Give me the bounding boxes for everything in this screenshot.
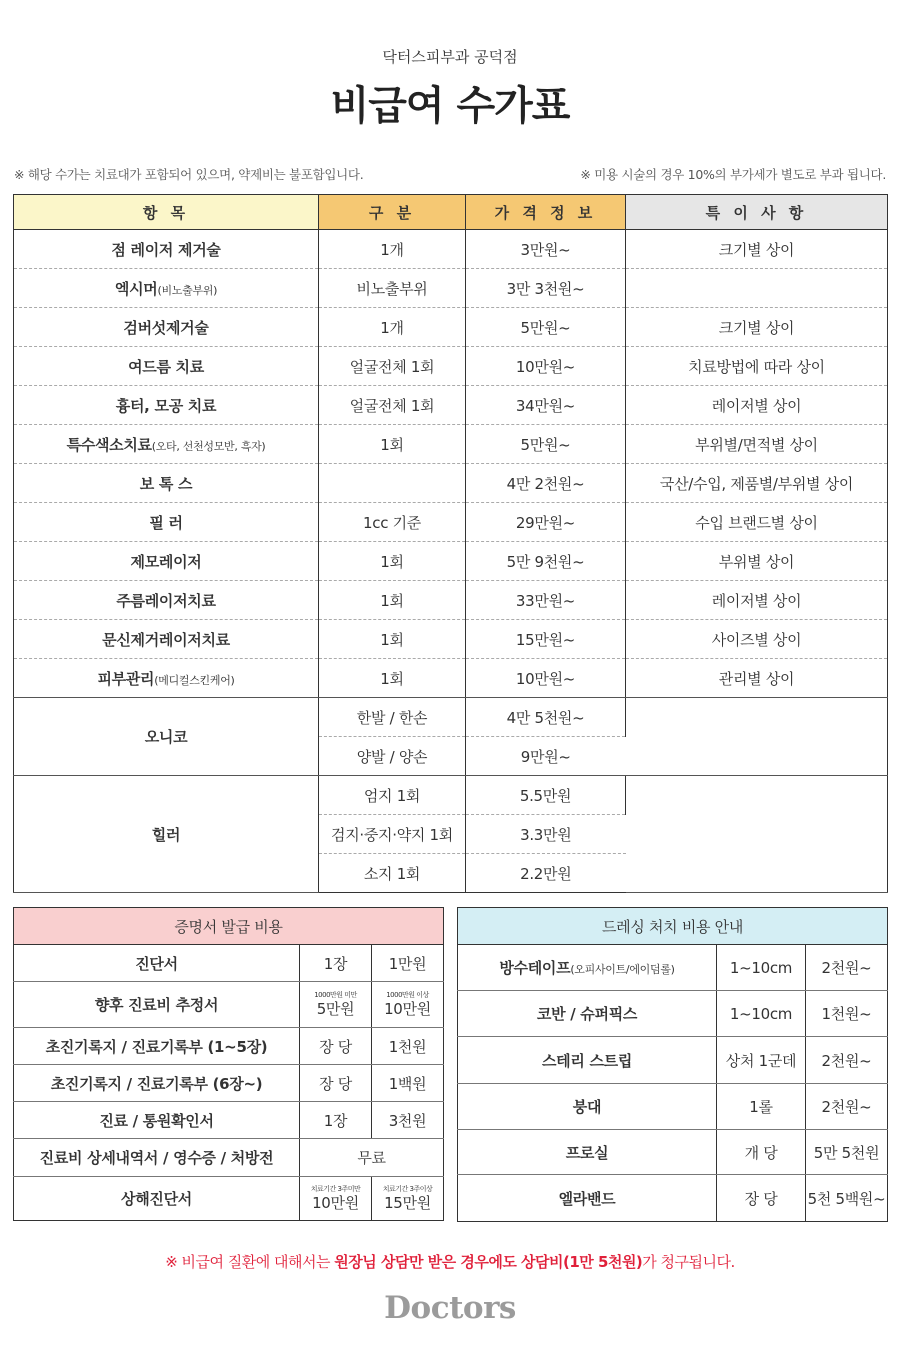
row-category: 얼굴전체 1회 — [319, 347, 466, 386]
cert-price — [372, 982, 444, 1028]
table-row — [458, 1175, 888, 1222]
dress-item-label: 프로실 — [565, 1143, 609, 1162]
row-category: 1회 — [319, 542, 466, 581]
table-row — [14, 230, 888, 269]
heeler-item: 힐러 — [14, 776, 319, 893]
row-category — [319, 464, 466, 503]
row-note: 크기별 상이 — [626, 230, 888, 269]
heeler-note — [626, 776, 888, 893]
row-item — [14, 581, 319, 620]
dress-item-label: 스테리 스트립 — [541, 1051, 633, 1070]
onyco-category: 양발 / 양손 — [319, 737, 466, 776]
cert-item: 초진기록지 / 진료기록부 (6장~) — [14, 1065, 300, 1102]
dress-item-label: 방수테이프 — [499, 959, 571, 977]
note-left: ※ 해당 수가는 치료대가 포함되어 있으며, 약제비는 불포함입니다. — [14, 167, 364, 182]
cert-item: 진료비 상세내역서 / 영수증 / 처방전 — [14, 1139, 300, 1177]
row-item — [14, 425, 319, 464]
row-category: 1회 — [319, 581, 466, 620]
onyco-price: 4만 5천원~ — [466, 698, 626, 737]
row-item-label: 필 러 — [149, 513, 183, 532]
row-note: 레이저별 상이 — [626, 386, 888, 425]
row-category: 얼굴전체 1회 — [319, 386, 466, 425]
row-item-label: 여드름 치료 — [128, 357, 204, 376]
row-category: 1개 — [319, 308, 466, 347]
row-price: 15만원~ — [466, 620, 626, 659]
cert-unit-value: 5만원 — [316, 1000, 355, 1018]
row-item — [14, 269, 319, 308]
warning-suffix: 가 청구됩니다. — [642, 1253, 735, 1271]
dress-item — [458, 945, 717, 991]
cert-unit-value: 10만원 — [312, 1194, 359, 1212]
dress-unit: 1~10cm — [717, 991, 806, 1037]
note-right: ※ 미용 시술의 경우 10%의 부가세가 별도로 부과 됩니다. — [580, 167, 886, 182]
table-row — [14, 1065, 444, 1102]
table-row — [458, 945, 888, 991]
dress-unit: 상처 1군데 — [717, 1037, 806, 1084]
dress-item — [458, 1084, 717, 1130]
row-price: 5만원~ — [466, 308, 626, 347]
price-table-header-row — [14, 195, 888, 230]
cert-price: 1만원 — [372, 945, 444, 982]
table-row — [14, 659, 888, 698]
table-row — [14, 945, 444, 982]
table-row — [14, 347, 888, 386]
row-item — [14, 464, 319, 503]
row-item — [14, 659, 319, 698]
dress-item — [458, 991, 717, 1037]
row-category: 비노출부위 — [319, 269, 466, 308]
row-price: 29만원~ — [466, 503, 626, 542]
row-item-label: 제모레이저 — [130, 552, 202, 571]
row-category: 1회 — [319, 659, 466, 698]
onyco-item: 오니코 — [14, 698, 319, 776]
table-row — [14, 269, 888, 308]
cert-price: 1백원 — [372, 1065, 444, 1102]
cert-item: 진료 / 통원확인서 — [14, 1102, 300, 1139]
table-row — [14, 1102, 444, 1139]
table-row — [14, 1177, 444, 1221]
cert-price: 무료 — [300, 1139, 444, 1177]
row-note: 치료방법에 따라 상이 — [626, 347, 888, 386]
table-row — [458, 1037, 888, 1084]
row-item-label: 보 톡 스 — [139, 474, 193, 493]
cert-unit-condition: 1000만원 미만 — [314, 991, 357, 999]
cert-unit — [300, 982, 372, 1028]
row-item-label: 피부관리 — [97, 669, 155, 688]
heeler-category: 소지 1회 — [319, 854, 466, 893]
row-item — [14, 347, 319, 386]
table-row — [14, 620, 888, 659]
cert-unit — [300, 1177, 372, 1221]
table-row — [458, 991, 888, 1037]
cert-unit: 장 당 — [300, 1065, 372, 1102]
table-row — [14, 1028, 444, 1065]
header-price: 가 격 정 보 — [466, 195, 626, 230]
row-price: 4만 2천원~ — [466, 464, 626, 503]
dressing-fee-title: 드레싱 처치 비용 안내 — [458, 908, 888, 945]
cert-item: 상해진단서 — [14, 1177, 300, 1221]
cert-item: 진단서 — [14, 945, 300, 982]
row-note: 관리별 상이 — [626, 659, 888, 698]
table-row — [14, 425, 888, 464]
row-price: 10만원~ — [466, 659, 626, 698]
cert-unit: 1장 — [300, 945, 372, 982]
row-item — [14, 620, 319, 659]
cert-price-value: 10만원 — [384, 1000, 431, 1018]
row-item-label: 점 레이저 제거술 — [111, 240, 221, 259]
row-item-sub: (오타, 선천성모반, 흑자) — [151, 439, 266, 453]
dress-price: 2천원~ — [806, 1037, 888, 1084]
cert-price-condition: 치료기간 3주이상 — [382, 1185, 433, 1193]
onyco-price: 9만원~ — [466, 737, 626, 776]
dress-price: 5만 5천원 — [806, 1130, 888, 1175]
certificate-fee-title: 증명서 발급 비용 — [14, 908, 444, 945]
cert-price: 1천원 — [372, 1028, 444, 1065]
dressing-fee-table — [457, 907, 888, 1222]
cert-unit-condition: 치료기간 3주미만 — [310, 1185, 361, 1193]
cert-unit: 1장 — [300, 1102, 372, 1139]
row-category: 1개 — [319, 230, 466, 269]
dress-item — [458, 1037, 717, 1084]
row-category: 1회 — [319, 425, 466, 464]
row-category: 1회 — [319, 620, 466, 659]
cert-item: 초진기록지 / 진료기록부 (1~5장) — [14, 1028, 300, 1065]
header-notes: 특 이 사 항 — [626, 195, 888, 230]
doctors-logo: Doctors — [384, 1290, 516, 1326]
row-item — [14, 503, 319, 542]
onyco-note — [626, 698, 888, 776]
dress-price: 2천원~ — [806, 1084, 888, 1130]
row-price: 33만원~ — [466, 581, 626, 620]
row-item-label: 검버섯제거술 — [123, 318, 209, 337]
row-price: 10만원~ — [466, 347, 626, 386]
row-category: 1cc 기준 — [319, 503, 466, 542]
table-row — [458, 1084, 888, 1130]
row-note: 사이즈별 상이 — [626, 620, 888, 659]
cert-item: 향후 진료비 추정서 — [14, 982, 300, 1028]
header-item: 항 목 — [14, 195, 319, 230]
row-item-label: 엑시머 — [114, 279, 158, 298]
row-item — [14, 308, 319, 347]
row-note: 레이저별 상이 — [626, 581, 888, 620]
table-row — [14, 1139, 444, 1177]
dress-item-label: 엘라밴드 — [558, 1189, 616, 1208]
row-item-label: 문신제거레이저치료 — [102, 630, 230, 649]
row-price: 5만원~ — [466, 425, 626, 464]
certificate-fee-table — [13, 907, 444, 1221]
row-item — [14, 230, 319, 269]
row-item-label: 흉터, 모공 치료 — [115, 396, 217, 415]
table-row — [14, 386, 888, 425]
page-title: 비급여 수가표 — [330, 83, 570, 129]
row-note: 부위별/면적별 상이 — [626, 425, 888, 464]
row-price: 5만 9천원~ — [466, 542, 626, 581]
cert-price-condition: 1000만원 이상 — [386, 991, 429, 999]
row-note: 크기별 상이 — [626, 308, 888, 347]
row-item-label: 특수색소치료 — [66, 435, 152, 454]
row-note — [626, 269, 888, 308]
table-row — [14, 464, 888, 503]
row-note: 수입 브랜드별 상이 — [626, 503, 888, 542]
table-row — [458, 1130, 888, 1175]
consultation-fee-warning — [0, 1251, 900, 1272]
warning-prefix: ※ 비급여 질환에 대해서는 — [165, 1253, 335, 1271]
row-price: 34만원~ — [466, 386, 626, 425]
cert-price — [372, 1177, 444, 1221]
heeler-price: 2.2만원 — [520, 864, 572, 883]
heeler-category: 검지·중지·약지 1회 — [319, 815, 466, 854]
row-note: 부위별 상이 — [626, 542, 888, 581]
heeler-price: 3.3만원 — [466, 815, 626, 854]
dress-item — [458, 1175, 717, 1222]
row-item-label: 주름레이저치료 — [116, 591, 216, 610]
table-row — [14, 542, 888, 581]
row-price: 3만 3천원~ — [466, 269, 626, 308]
dress-unit: 1~10cm — [717, 945, 806, 991]
table-row — [14, 503, 888, 542]
row-item — [14, 386, 319, 425]
heeler-category: 엄지 1회 — [319, 776, 466, 815]
row-note: 국산/수입, 제품별/부위별 상이 — [626, 464, 888, 503]
dress-unit: 개 당 — [717, 1130, 806, 1175]
warning-highlight: 원장님 상담만 받은 경우에도 상담비(1만 5천원) — [334, 1253, 643, 1271]
table-row — [14, 698, 888, 737]
heeler-price: 5.5만원 — [466, 776, 626, 815]
price-table — [13, 194, 888, 893]
table-row — [14, 308, 888, 347]
row-item-sub: (비노출부위) — [157, 283, 218, 297]
dress-price: 5천 5백원~ — [807, 1189, 886, 1208]
clinic-name: 닥터스피부과 공덕점 — [382, 48, 518, 66]
header-category: 구 분 — [319, 195, 466, 230]
dress-price: 1천원~ — [806, 991, 888, 1037]
row-price: 3만원~ — [466, 230, 626, 269]
dress-price: 2천원~ — [806, 945, 888, 991]
dress-item-sub: (오피사이트/에이덤롤) — [570, 963, 675, 976]
dress-item-label: 코반 / 슈퍼픽스 — [536, 1005, 638, 1023]
dress-item-label: 붕대 — [572, 1098, 602, 1116]
table-row — [14, 776, 888, 815]
dress-unit: 장 당 — [717, 1175, 806, 1222]
table-row — [14, 581, 888, 620]
cert-price: 3천원 — [372, 1102, 444, 1139]
row-item-sub: (메디컬스킨케어) — [154, 673, 235, 687]
dress-unit: 1롤 — [717, 1084, 806, 1130]
table-row — [14, 982, 444, 1028]
dress-item — [458, 1130, 717, 1175]
cert-unit: 장 당 — [300, 1028, 372, 1065]
cert-price-value: 15만원 — [384, 1194, 431, 1212]
row-item — [14, 542, 319, 581]
onyco-category: 한발 / 한손 — [319, 698, 466, 737]
